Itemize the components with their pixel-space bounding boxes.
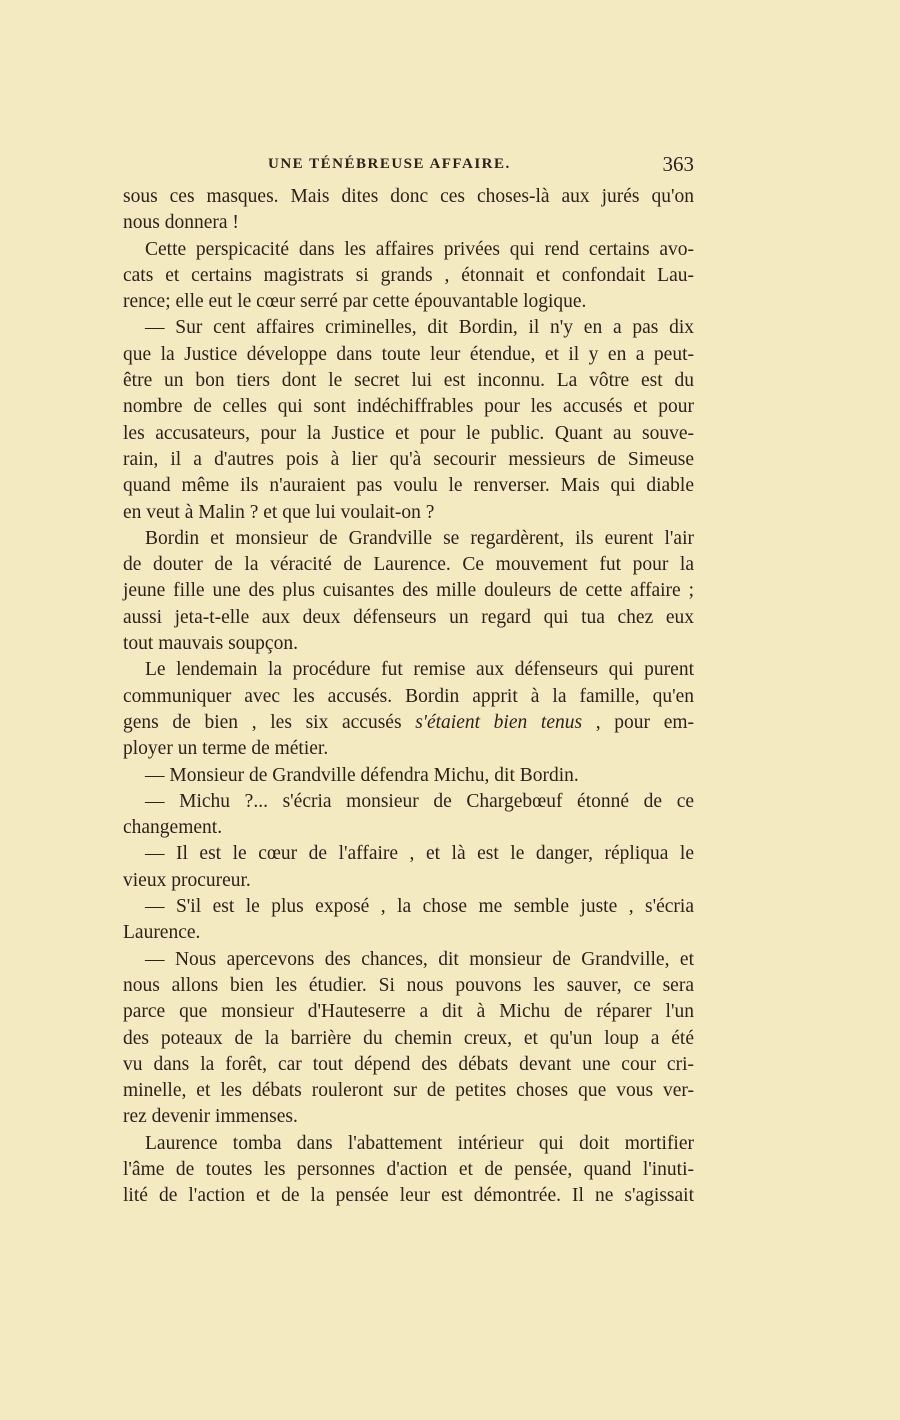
text-line: jeune fille une des plus cuisantes des mille douleurs de cette affaire ; [123, 580, 694, 602]
text-line: Bordin et monsieur de Grandville se regardèrent, ils eurent l'air [145, 527, 694, 549]
text-line [123, 710, 694, 736]
italic-phrase: s'étaient bien tenus [415, 711, 583, 733]
text-line: Le lendemain la procédure fut remise aux défenseurs qui purent [145, 659, 694, 681]
text-line: nombre de celles qui sont indéchiffrables pour les accusés et pour [123, 396, 694, 418]
text-line: sous ces masques. Mais dites donc ces choses-là aux jurés qu'on [123, 186, 694, 207]
text-line: cats et certains magistrats si grands , étonnait et confondait Lau- [123, 264, 694, 286]
text-line: rain, il a d'autres pois à lier qu'à secourir messieurs de Simeuse [123, 448, 694, 470]
text-line: des poteaux de la barrière du chemin creux, et qu'un loup a été [123, 1027, 694, 1049]
text-line: — Monsieur de Grandville défendra Michu, dit Bordin. [145, 764, 579, 786]
text-segment: gens de bien , les six accusés [123, 711, 416, 733]
text-line: Cette perspicacité dans les affaires privées qui rend certains avo- [145, 238, 694, 260]
text-line: les accusateurs, pour la Justice et pour le public. Quant au souve- [123, 422, 694, 444]
text-line: en veut à Malin ? et que lui voulait-on ? [123, 501, 435, 523]
text-line: aussi jeta-t-elle aux deux défenseurs un regard qui tua chez eux [123, 606, 694, 628]
text-line: de douter de la véracité de Laurence. Ce mouvement fut pour la [123, 554, 694, 576]
text-line: parce que monsieur d'Hauteserre a dit à Michu de réparer l'un [123, 1001, 694, 1023]
text-line: vu dans la forêt, car tout dépend des débats devant une cour cri- [123, 1053, 694, 1075]
text-line: — Sur cent affaires criminelles, dit Bordin, il n'y en a pas dix [145, 317, 694, 339]
text-line: — Nous apercevons des chances, dit monsieur de Grandville, et [145, 948, 694, 970]
text-line: nous donnera ! [123, 212, 239, 234]
text-line: être un bon tiers dont le secret lui est inconnu. La vôtre est du [123, 370, 694, 392]
text-line: minelle, et les débats rouleront sur de petites choses que vous ver- [123, 1080, 694, 1102]
text-line: Laurence tomba dans l'abattement intérieur qui doit mortifier [145, 1132, 694, 1154]
text-line: lité de l'action et de la pensée leur est démontrée. Il ne s'agissait [123, 1185, 694, 1207]
text-line: que la Justice développe dans toute leur étendue, et il y en a peut- [123, 343, 694, 365]
text-line: Laurence. [123, 922, 201, 944]
text-line: rez devenir immenses. [123, 1106, 298, 1128]
text-line: l'âme de toutes les personnes d'action et de pensée, quand l'inuti- [123, 1158, 694, 1180]
running-header [123, 152, 694, 178]
text-line: — Il est le cœur de l'affaire , et là est le danger, répliqua le [145, 843, 694, 865]
text-line: ployer un terme de métier. [123, 738, 329, 760]
text-line: nous allons bien les étudier. Si nous pouvons les sauver, ce sera [123, 974, 694, 996]
page-number: 363 [662, 152, 694, 176]
text-line: tout mauvais soupçon. [123, 633, 298, 655]
text-segment: , pour em- [582, 711, 695, 733]
running-title: UNE TÉNÉBREUSE AFFAIRE. [268, 156, 511, 172]
text-line: changement. [123, 817, 223, 839]
text-line: communiquer avec les accusés. Bordin apprit à la famille, qu'en [123, 685, 694, 707]
text-line: vieux procureur. [123, 869, 251, 891]
text-line: — S'il est le plus exposé , la chose me semble juste , s'écria [145, 896, 694, 918]
text-line: rence; elle eut le cœur serré par cette épouvantable logique. [123, 291, 587, 313]
text-line: — Michu ?... s'écria monsieur de Chargebœuf étonné de ce [145, 790, 694, 812]
body-text [123, 184, 694, 1210]
text-line: quand même ils n'auraient pas voulu le renverser. Mais qui diable [123, 475, 694, 497]
